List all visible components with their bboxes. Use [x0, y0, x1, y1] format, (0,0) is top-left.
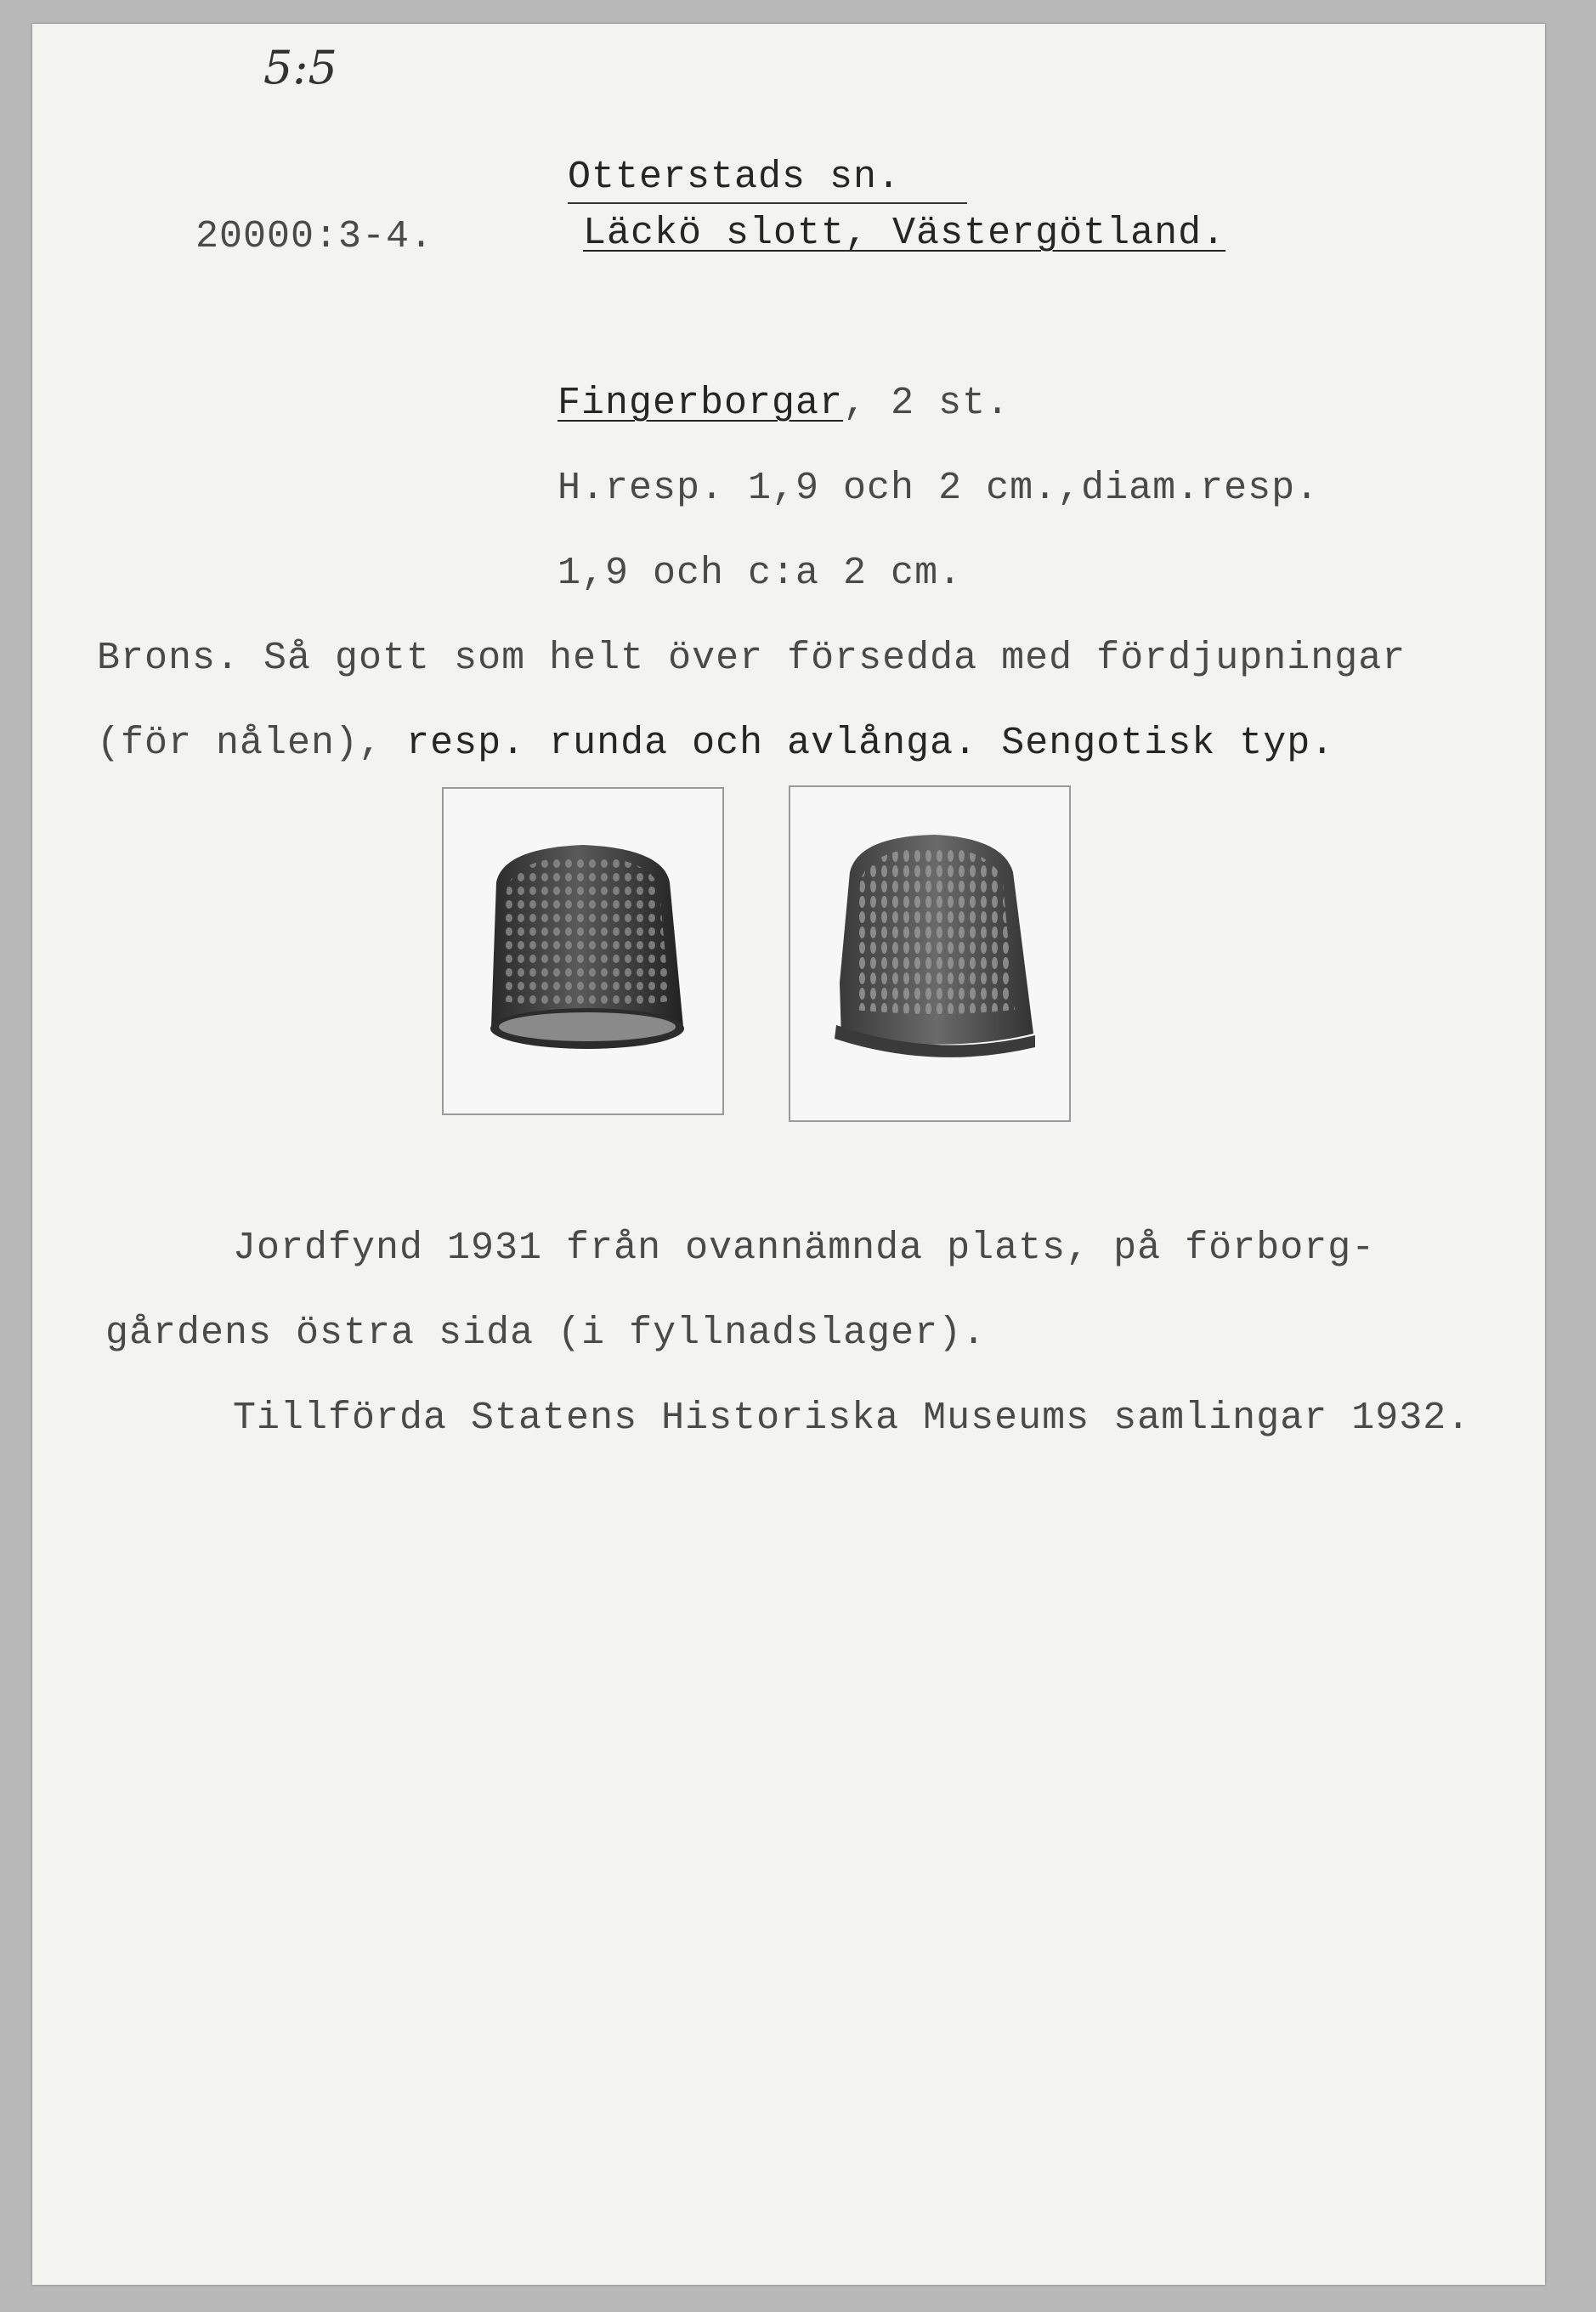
thimble-oblong-dimples-icon [790, 787, 1069, 1120]
object-title: Fingerborgar [557, 382, 844, 425]
acquisition-line: Tillförda Statens Historiska Museums samlingar 1932. [233, 1397, 1471, 1440]
find-line-2: gårdens östra sida (i fyllnadslager). [105, 1312, 987, 1355]
parish-underline [568, 202, 967, 204]
thimble-photo-2 [789, 785, 1071, 1122]
description-line-1: Brons. Så gott som helt över försedda med fördjupningar [97, 637, 1406, 680]
thimble-round-dimples-icon [444, 789, 722, 1114]
object-count: , 2 st. [843, 382, 1010, 425]
dimensions-line-2: 1,9 och c:a 2 cm. [557, 552, 963, 595]
find-line-1: Jordfynd 1931 från ovannämnda plats, på förborg- [233, 1227, 1376, 1270]
catalog-card [32, 24, 1545, 2285]
object-title-line [557, 382, 1010, 425]
thimble-photo-1 [442, 787, 724, 1115]
parish-heading: Otterstads sn. [568, 156, 902, 199]
location-heading: Läckö slott, Västergötland. [583, 212, 1226, 255]
description-line-2-part-b: resp. runda och avlånga. Sengotisk typ. [406, 722, 1335, 765]
description-line-2-part-a: (för nålen), [97, 722, 383, 765]
dimensions-line-1: H.resp. 1,9 och 2 cm.,diam.resp. [557, 467, 1320, 510]
catalog-number: 20000:3-4. [195, 215, 434, 258]
handwritten-mark: 5:5 [263, 41, 337, 94]
description-line-2 [97, 722, 1335, 765]
